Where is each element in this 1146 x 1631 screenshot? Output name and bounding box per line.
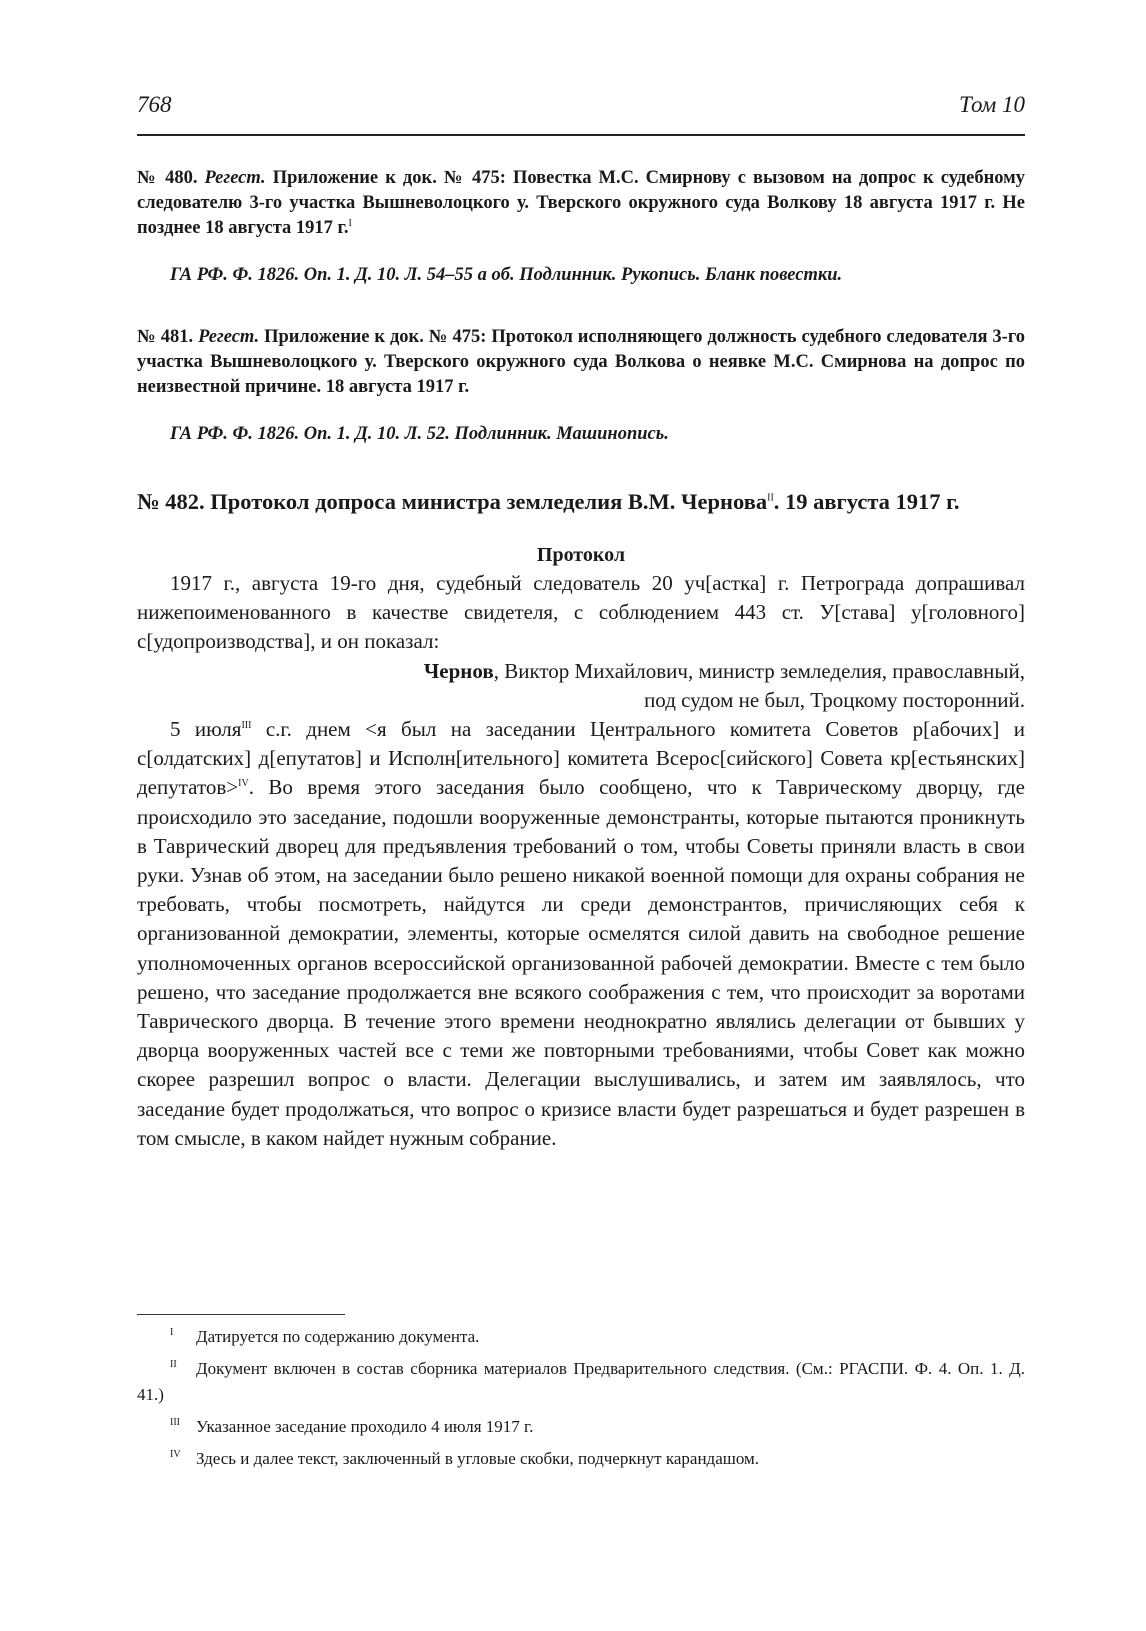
running-header [137, 92, 1025, 136]
footnote-text: Указанное заседание проходило 4 июля 1917 г. [196, 1417, 534, 1436]
footnote-text: Документ включен в состав сборника материалов Предварительного следствия. (См.: РГАСПИ. Ф. 4. Оп. 1. Д. 41.) [137, 1359, 1025, 1404]
footnote: I Датируется по содержанию документа. [170, 1327, 480, 1346]
footnote-ref: I [348, 217, 352, 229]
protocol-intro: 1917 г., августа 19-го дня, судебный следователь 20 уч[астка] г. Петрограда допрашивал нижепоименованного в качестве свидетеля, с соблюдением 443 ст. У[става] у[головного] с[удопроизводства], и он показал: [137, 571, 1025, 654]
entry-481-source: ГА РФ. Ф. 1826. Оп. 1. Д. 10. Л. 52. Подлинник. Машинопись. [170, 424, 669, 444]
footnote: II Документ включен в состав сборника материалов Предварительного следствия. (См.: РГАСПИ. Ф. 4. Оп. 1. Д. 41.) [137, 1359, 1025, 1404]
testimony-paragraph [137, 715, 1025, 1153]
page-number: 768 [137, 92, 172, 117]
document-title [137, 487, 1025, 517]
footnotes [137, 1324, 1025, 1478]
entry-481-title [137, 325, 1025, 400]
entry-text: Приложение к док. № 475: Протокол исполняющего должность судебного следователя 3-го участка Вышневолоцкого у. Тверского окружного суда Волкова о неявке М.С. Смирнова на допрос по неизвестной причине. 18 августа 1917 г. [137, 327, 1026, 397]
footnote-ref: III [241, 720, 252, 732]
witness-details: , Виктор Михайлович, министр земледелия, православный, [493, 658, 1025, 683]
entry-number: № 480. [137, 168, 198, 188]
entry-480-source: ГА РФ. Ф. 1826. Оп. 1. Д. 10. Л. 54–55 а об. Подлинник. Рукопись. Бланк повестки. [170, 265, 843, 285]
volume-label: Том 10 [958, 92, 1025, 117]
footnote-ref: IV [238, 778, 249, 790]
document-title-main: № 482. Протокол допроса министра земледелия В.М. Чернова [137, 489, 768, 514]
footnote-divider [137, 1314, 345, 1315]
entry-label: Регест. [204, 168, 266, 188]
footnote-text: Датируется по содержанию документа. [196, 1327, 480, 1346]
protocol-heading: Протокол [536, 544, 626, 566]
entry-label: Регест. [198, 327, 260, 347]
footnote-text: Здесь и далее текст, заключенный в угловые скобки, подчеркнут карандашом. [196, 1449, 760, 1468]
witness-line-2: под судом не был, Троцкому посторонний. [644, 687, 1025, 712]
testimony-underlined: с.г. днем <я был на заседании Центрального комитета Советов р[абочих] и с[олдатских] д[епутатов] и Исполн[ительного] комитета Всерос[сийского] Совета кр[естьянских] депутатов> [137, 717, 1025, 800]
footnote: III Указанное заседание проходило 4 июля 1917 г. [170, 1417, 534, 1436]
testimony-rest: . Во время этого заседания было сообщено, что к Таврическому дворцу, где происходило это заседание, подошли вооруженные демонстранты, которые пытаются проникнуть в Таврический дворец для предъявления требований о том, чтобы Советы приняли власть в свои руки. Узнав об этом, на заседании было решено никакой военной помощи для охраны собрания не требовать, чтобы посмотреть, найдутся ли среди демонстрантов, причисляющих себя к организованной демократии, элементы, которые осмелятся силой давить на свободное решение уполномоченных органов всероссийской организованной рабочей демократии. Вместе с тем было решено, что заседание продолжается вне всякого соображения с тем, что происходит за воротами Таврического дворца. В течение этого времени неоднократно являлись делегации от бывших у дворца вооруженных частей все с теми же повторными требованиями, чтобы Совет как можно скорее разрешил вопрос о власти. Делегации выслушивались, и затем им заявлялось, что заседание будет продолжаться, что вопрос о кризисе власти будет разрешаться и будет разрешен в том смысле, в каком найдет нужным собрание. [137, 775, 1025, 1150]
entry-number: № 481. [137, 327, 194, 347]
page-content [137, 166, 1025, 1153]
witness-line-1 [137, 657, 1025, 686]
entry-text: Приложение к док. № 475: Повестка М.С. Смирнову с вызовом на допрос к судебному следователю 3-го участка Вышневолоцкого у. Тверского окружного суда Волкову 18 августа 1917 г. Не позднее 18 августа 1917 г. [137, 168, 1026, 238]
footnote: IV Здесь и далее текст, заключенный в угловые скобки, подчеркнут карандашом. [170, 1449, 760, 1468]
footnote-ref: II [767, 492, 774, 504]
document-title-date: . 19 августа 1917 г. [773, 489, 960, 514]
testimony-start: 5 июля [170, 717, 242, 742]
entry-480-title [137, 166, 1025, 241]
witness-name: Чернов [423, 658, 494, 683]
